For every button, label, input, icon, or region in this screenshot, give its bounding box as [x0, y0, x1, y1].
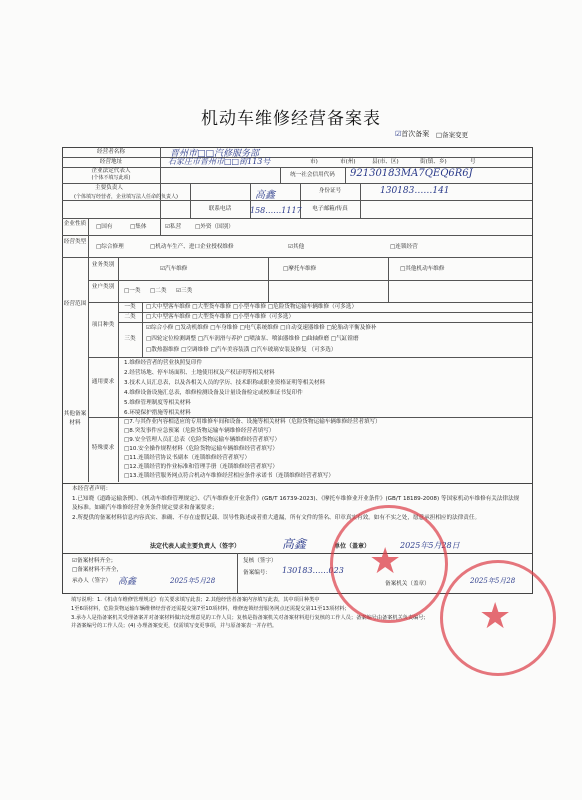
legal-rep-label: 企业法定代表人 [91, 168, 131, 174]
nature-private[interactable]: ☑私营 [165, 224, 182, 230]
nature-state[interactable]: □国有 [96, 224, 113, 230]
scope-label: 经营范围 [63, 301, 87, 307]
note-line-4: 并备案编号的工作人员；(4) 办理备案变更，仅需填写变更事项，并与原备案表一并存档。 [71, 623, 278, 630]
general-req-5[interactable]: 5.维修管理制度等相关材料 [124, 400, 191, 406]
operator-name-value[interactable]: 晋州市□□汽修服务部 [170, 149, 260, 159]
general-req-2[interactable]: 2.经营场地、停车场面积、土地使用权及产权证明等相关材料 [124, 370, 275, 376]
credit-code-label: 统一社会信用代码 [290, 172, 335, 178]
general-req-4[interactable]: 4.维修设备设施汇总表，维修检测设备及计量设备检定或校准证书复印件 [124, 390, 303, 396]
address-label: 经营地址 [99, 159, 123, 165]
address-value[interactable]: 石家庄市晋州市□□街113号 [168, 157, 271, 166]
filing-type-first[interactable]: ☑首次备案 [395, 130, 430, 138]
general-req-list [124, 358, 325, 418]
filing-type-change[interactable]: □备案变更 [436, 131, 469, 139]
review-date[interactable]: 2025年5月28 [470, 577, 516, 585]
email-label: 电子邮箱/传真 [312, 206, 348, 212]
type-general[interactable]: □综合修理 [96, 244, 124, 250]
sign-date[interactable]: 2025年5月28日 [400, 541, 460, 550]
credit-code-value[interactable]: 92130183MA7QEQ6R6J [350, 168, 473, 179]
special-req-12[interactable]: □12.连锁经营的作业标准和管理手册（连锁维修经营者填写） [124, 464, 279, 470]
items-label: 项目种类 [91, 322, 115, 328]
address-unit-number: 号 [470, 159, 476, 165]
row3-items-line2[interactable]: □四轮定位检测调整 □汽车润滑与养护 □喷油泵、喷油器维修 □曲轴修磨 □气缸镗磨 [146, 336, 359, 342]
receiver-signature[interactable]: 高鑫 [118, 577, 137, 587]
special-req-10[interactable]: □10.安全操作规程材料（危险货物运输车辆维修经营者填写） [124, 446, 279, 452]
row2-tag: 二类 [124, 314, 136, 320]
type-chain[interactable]: □连锁经营 [390, 244, 418, 250]
general-req-1[interactable]: 1.维修经营者的营业执照复印件 [124, 360, 203, 366]
office-stamp: ★ [440, 560, 556, 676]
row3-items-line3[interactable]: □散热器维修 □空调维修 □汽车美容装潢 □汽车玻璃安装及修复 （可多选） [146, 347, 337, 353]
receiver-label: 承办人（签字） [72, 578, 112, 584]
declaration-item-2: 2.所提供的备案材料信息内容真实、准确、不存在虚假记载、误导性陈述或者重大遗漏，所有文件的签名、印章真实有效。如有不实之处，愿意承担相应的法律责任。 [72, 515, 481, 521]
note-line-1: 填写说明：1.《机动车维修管理规定》有关要求填写此表；2.其他经营者备案内容填写此表，其中项目种类中 [71, 597, 320, 603]
principal-value[interactable]: 高鑫 [255, 190, 275, 201]
enterprise-nature-label: 企业性质 [63, 221, 87, 227]
category-moto[interactable]: □摩托车维修 [283, 266, 317, 272]
special-req-9[interactable]: □9.安全管理人员汇总表（危险货物运输车辆维修经营者填写） [124, 437, 281, 443]
subcat-label: 业户类别 [91, 284, 115, 290]
operator-name-label: 经营者名称 [97, 149, 125, 155]
address-unit-city: 市) [310, 159, 318, 165]
category-auto[interactable]: ☑汽车维修 [160, 266, 188, 272]
receiver-date[interactable]: 2025年5月28 [170, 577, 216, 585]
row1-items[interactable]: □大中型客车维修 □大型货车维修 □小型车维修 □危险货物运输车辆维修（可多选） [146, 304, 358, 310]
business-type-label: 经营类型 [63, 239, 87, 245]
address-unit-town: 街(镇、乡) [420, 159, 447, 165]
general-req-label: 通用要求 [91, 379, 115, 385]
review-label: 复核（签字） [243, 558, 277, 564]
row1-tag: 一类 [124, 304, 136, 310]
filing-no-value[interactable]: 130183……023 [282, 566, 344, 575]
row3-items-line1[interactable]: ☑综合小修 □发动机维修 □车身维修 □电气系统维修 □自动变速器维修 □轮胎动平衡及修补 [146, 325, 377, 331]
special-req-list [124, 418, 381, 481]
type-other[interactable]: ☑其他 [288, 244, 305, 250]
special-req-8[interactable]: □8.突发事件应急预案（危险货物运输车辆维修经营者填写） [124, 428, 275, 434]
declaration-heading: 本经营者声明： [72, 486, 112, 492]
materials-complete[interactable]: ☑备案材料齐全； [72, 558, 117, 564]
rep-sign-label: 法定代表人或主要负责人（签字） [150, 543, 241, 550]
seal-label: 单位（盖章） [334, 543, 371, 550]
special-req-13[interactable]: □13.连锁经营服务网点符合机动车维修经营相应条件承诺书（连锁维修经营者填写） [124, 473, 334, 479]
legal-rep-sublabel: (个体不填写此项) [91, 175, 131, 181]
subcat-one[interactable]: □一类 [124, 288, 141, 294]
principal-label: 主要负责人 [95, 185, 123, 191]
form-title: 机动车维修经营备案表 [201, 109, 381, 129]
general-req-3[interactable]: 3.技术人员汇总表，以及各相关人员的学历、技术职称或职业资格证明等相关材料 [124, 380, 326, 386]
special-req-7[interactable]: □7.与其作业内容相适应的专用维修车间和设备、设施等相关材料（危险货物运输车辆维修经营者填写） [124, 419, 381, 425]
type-authorized[interactable]: □机动车生产、进口企业授权维修 [150, 244, 234, 250]
nature-collective[interactable]: □集体 [130, 224, 147, 230]
special-req-11[interactable]: □11.连锁经营协议书副本（连锁维修经营者填写） [124, 455, 251, 461]
special-req-label: 特殊要求 [91, 445, 115, 451]
id-card-value[interactable]: 130183……141 [380, 186, 450, 196]
general-req-6[interactable]: 6.环境保护措施等相关材料 [124, 410, 191, 416]
note-line-3: 3.承办人是指备案机关受理备案并对备案材料做出处理意见的工作人员；复核是指备案机关对备案材料进行复核的工作人员；备案编号由备案机关负责编号； [71, 614, 429, 621]
materials-incomplete[interactable]: □备案材料不齐全， [72, 567, 123, 573]
nature-foreign[interactable]: □外资（国别） [195, 224, 234, 230]
filing-no-label: 备案编号： [243, 570, 271, 576]
principal-sublabel: (个体填写经营者，企业填写法人任命的负责人) [74, 194, 178, 200]
address-unit-prefecture: 市(州) [340, 159, 356, 165]
category-other[interactable]: □其他机动车维修 [400, 266, 445, 272]
declaration-item-1: 1.已知晓《道路运输条例》、《机动车维修管理规定》、《汽车维修业开业条件》(GB/T 16739-2023)、《摩托车维修业开业条件》(GB/T 18189-2008) 等国家机动车维修有关法律法规及标准。如确汽车维修经营业务条件规定要求和备案要求； [72, 496, 520, 511]
company-stamp: ★ [330, 505, 448, 623]
row3-tag: 三类 [124, 336, 136, 342]
category-label: 业务类别 [91, 262, 115, 268]
phone-label: 联系电话 [208, 206, 232, 212]
row2-items[interactable]: □大中型客车维修 □大型货车维修 □小型车维修（可多选） [146, 314, 295, 320]
subcat-two[interactable]: □二类 [150, 288, 167, 294]
address-unit-county: 县(市、区) [372, 159, 399, 165]
phone-value[interactable]: 158……1117 [250, 206, 302, 215]
office-label: 备案机关（盖章） [385, 581, 430, 587]
other-materials-label: 其他备案材料 [63, 411, 87, 426]
note-line-2: 1至6项材料，危险货物运输车辆维修经营者还需提交第7至10项材料，维修连锁经营服务网点还需提交第11至13项材料； [71, 605, 350, 612]
subcat-three[interactable]: ☑三类 [176, 288, 193, 294]
id-card-label: 身份证号 [318, 188, 342, 194]
rep-signature[interactable]: 高鑫 [282, 537, 307, 551]
